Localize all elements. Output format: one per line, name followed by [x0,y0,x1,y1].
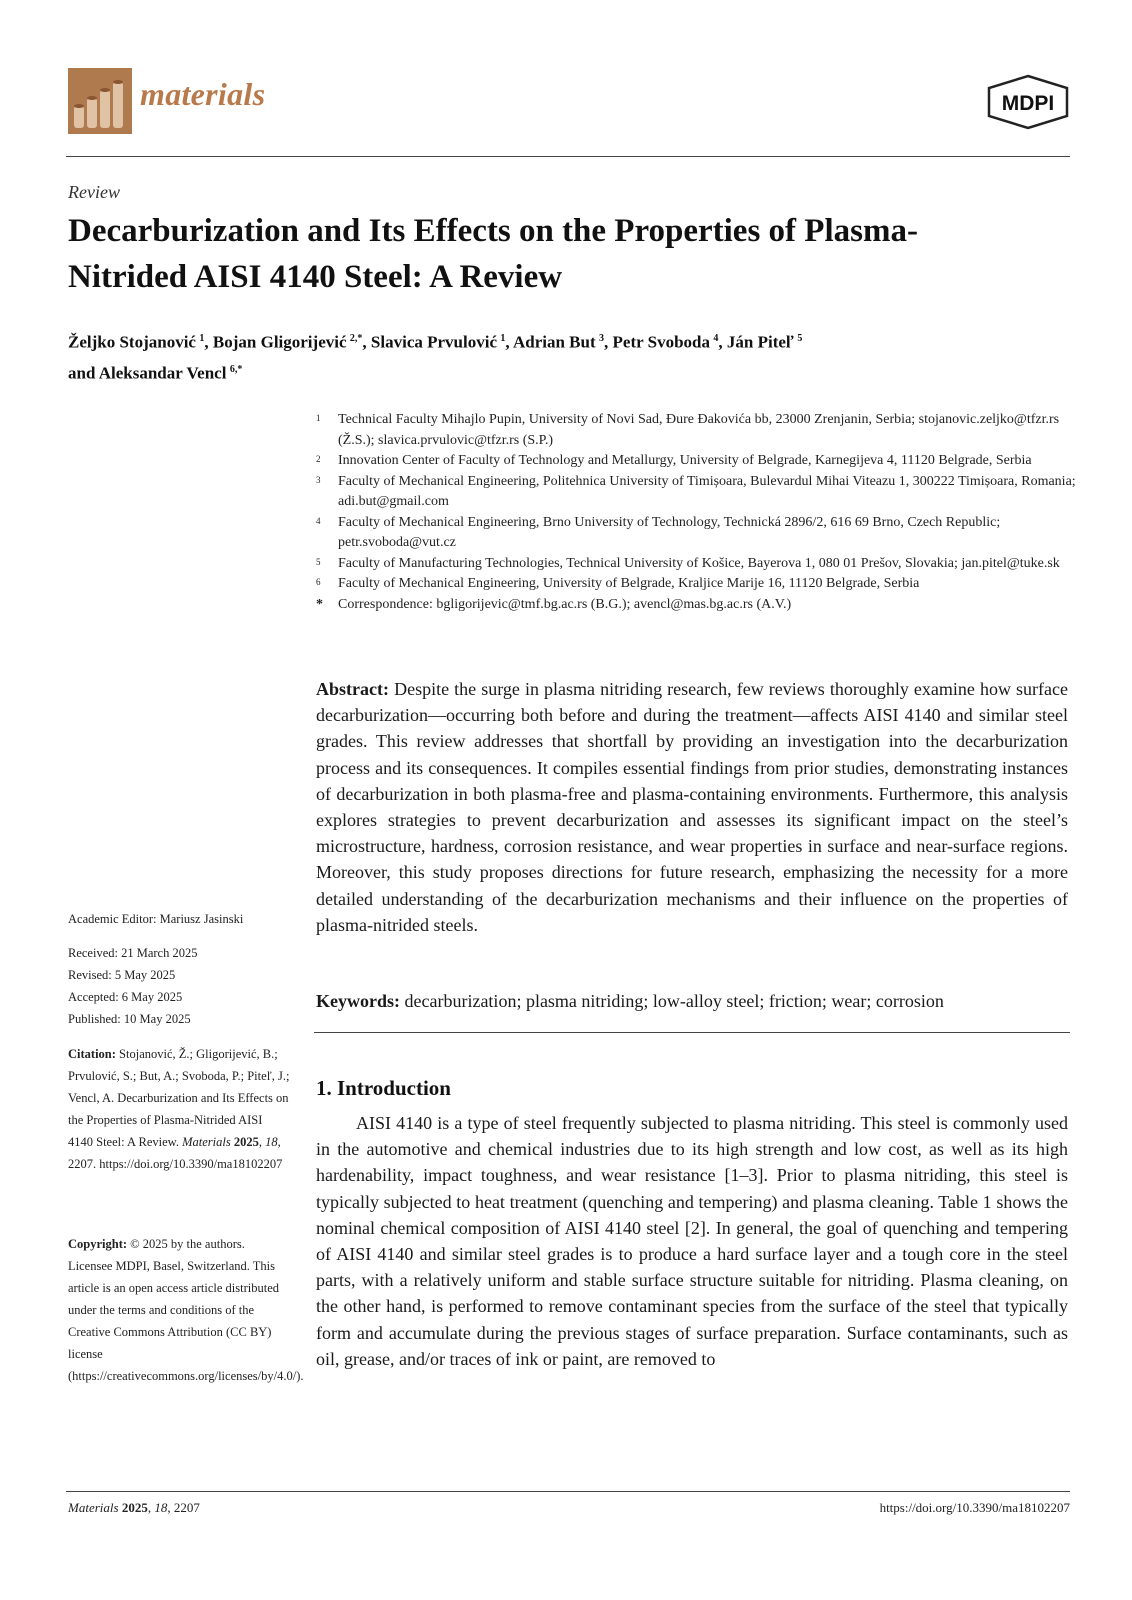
citation-label: Citation: [68,1047,116,1061]
affiliation-item: 2 Innovation Center of Faculty of Technology and Metallurgy, University of Belgrade, Karnegijeva 4, 11120 Belgrade, Serbia [316,453,1032,468]
footer-volume: 18 [154,1500,168,1515]
author-affiliation-mark: 3 [599,333,605,344]
affiliation-item: 1 Technical Faculty Mihajlo Pupin, University of Novi Sad, Đure Đakovića bb, 23000 Zrenjanin, Serbia; stojanovic.zeljko@tfzr.rs (Ž.S.); slavica.prvulovic@tfzr.rs (S.P.) [316,412,1060,448]
author-affiliation-mark: 5 [797,333,803,344]
author-name: Bojan Gligorijević [212,332,347,352]
correspondence-item: * Correspondence: bgligorijevic@tmf.bg.ac.rs (B.G.); avencl@mas.bg.ac.rs (A.V.) [316,596,792,612]
journal-logo-icon [68,68,132,134]
publisher-logo-text: MDPI [1001,92,1055,115]
affiliation-item: 3 Faculty of Mechanical Engineering, Politehnica University of Timișoara, Bulevardul Mihai Viteazu 1, 300222 Timișoara, Romania; adi.but@gmail.com [316,473,1076,509]
journal-name: materials [140,76,266,112]
citation-journal: Materials [182,1135,231,1149]
author-affiliation-mark: 1 [500,333,506,344]
received-date: Received: 21 March 2025 [68,946,198,960]
author-name: Adrian But [512,332,596,352]
copyright-label: Copyright: [68,1237,128,1251]
footer-divider [66,1491,1070,1492]
author-name: Željko Stojanović [68,332,196,352]
keywords-label: Keywords: [316,991,400,1011]
keywords-divider [314,1032,1070,1033]
author-affiliation-mark: 6,* [229,363,243,375]
citation-volume: 18 [265,1135,278,1149]
keywords [316,988,1068,1014]
mdpi-logo-icon [985,74,1071,130]
footer-doi-link[interactable]: https://doi.org/10.3390/ma18102207 [879,1500,1070,1515]
academic-editor: Academic Editor: Mariusz Jasinski [68,912,244,926]
copyright-text: © 2025 by the authors. Licensee MDPI, Basel, Switzerland. This article is an open access article distributed under the terms and conditions of the Creative Commons Attribution (CC BY) license (https://creativecommons.org/licenses/by/4.0/). [68,1237,304,1383]
footer-citation: Materials 2025, 18, 2207 [68,1500,200,1515]
affiliation-item: 5 Faculty of Manufacturing Technologies, Technical University of Košice, Bayerova 1, 080 01 Prešov, Slovakia; jan.pitel@tuke.sk [316,555,1060,571]
author-conjunction: and [68,363,96,383]
footer-journal: Materials [68,1500,119,1515]
citation-year: 2025 [233,1135,259,1149]
footer-year: 2025 [121,1500,148,1515]
affiliation-item: 4 Faculty of Mechanical Engineering, Brno University of Technology, Technická 2896/2, 616 69 Brno, Czech Republic; petr.svoboda@vut.cz [316,514,1001,550]
author-affiliation-mark: 2,* [349,333,363,344]
header-divider [66,156,1070,157]
section-heading: 1. Introduction [316,1076,451,1100]
affiliations [316,410,1076,615]
footer-article-number: , 2207 [167,1500,200,1515]
accepted-date: Accepted: 6 May 2025 [68,990,183,1004]
published-date: Published: 10 May 2025 [68,1012,191,1026]
abstract-text: Despite the surge in plasma nitriding research, few reviews thoroughly examine how surface decarburization—occurring both before and during the treatment—affects AISI 4140 and similar steel grades. This review addresses that shortfall by providing an investigation into the decarburization process and its consequences. It compiles essential findings from prior studies, demonstrating instances of decarburization in both plasma-free and plasma-containing environments. Furthermore, this analysis explores strategies to prevent decarburization and assesses its significant impact on the steel’s microstructure, hardness, corrosion resistance, and wear properties in surface and near-surface regions. Moreover, this study proposes directions for future research, emphasizing the necessity for a more detailed understanding of the decarburization mechanisms and their influence on the properties of plasma-nitrided steels. [316,679,1069,935]
article-type: Review [68,182,120,202]
author-list: Željko Stojanović $^1$, Bojan Gligorijević $^{2,*}$, Slavica Prvulović $^1$, Adrian But $^3$, Petr Svoboda $^4$, Ján Piteľ $^5$ and Aleksandar Vencl $^{6,*}$ [68,332,803,383]
revised-date: Revised: 5 May 2025 [68,968,176,982]
article-title: Decarburization and Its Effects on the Properties of Plasma-Nitrided AISI 4140 Steel: A Review [68,213,918,295]
citation: Citation: Stojanović, Ž.; Gligorijević, B.; Prvulović, S.; But, A.; Svoboda, P.; Piteľ, J.; Vencl, A. Decarburization and Its Effects on the Properties of Plasma-Nitrided AISI 4140 Steel: A Review. Materials 2025, 18, 2207. https://doi.org/10.3390/ma18102207 [68,1047,290,1171]
author-name: Aleksandar Vencl [98,363,227,383]
citation-text: Stojanović, Ž.; Gligorijević, B.; Prvulović, S.; But, A.; Svoboda, P.; Piteľ, J.; Vencl, A. Decarburization and Its Effects on the Properties of Plasma-Nitrided AISI 4140 Steel: A Review. [68,1047,290,1149]
author-name: Slavica Prvulović [370,332,497,352]
publication-dates [68,942,290,1030]
author-name: Petr Svoboda [612,332,710,352]
abstract-label: Abstract: [316,679,389,699]
affiliation-item: 6 Faculty of Mechanical Engineering, University of Belgrade, Kraljice Marije 16, 11120 Belgrade, Serbia [316,576,920,591]
author-affiliation-mark: 4 [713,333,719,344]
citation-doi: , 2207. https://doi.org/10.3390/ma18102207 [68,1135,283,1171]
copyright [68,1233,304,1387]
abstract [316,676,1068,938]
keywords-text: decarburization; plasma nitriding; low-alloy steel; friction; wear; corrosion [404,991,944,1011]
author-affiliation-mark: 1 [199,333,205,344]
introduction-paragraph: AISI 4140 is a type of steel frequently subjected to plasma nitriding. This steel is commonly used in the automotive and chemical industries due to its high strength and low cost, as well as its high hardenability, impact toughness, and wear resistance [1–3]. Prior to plasma nitriding, this steel is typically subjected to heat treatment (quenching and tempering) and plasma cleaning. Table 1 shows the nominal chemical composition of AISI 4140 steel [2]. In general, the goal of quenching and tempering of AISI 4140 and similar steel grades is to produce a hard surface layer and a tough core in the steel parts, with a relatively uniform and stable surface structure suitable for nitriding. Plasma cleaning, on the other hand, is performed to remove contaminant species from the surface of the steel that typically form and accumulate during the previous stages of surface preparation. Surface contaminants, such as oil, grease, and/or traces of ink or paint, are removed to [316,1113,1068,1369]
author-name: Ján Piteľ [726,332,794,352]
